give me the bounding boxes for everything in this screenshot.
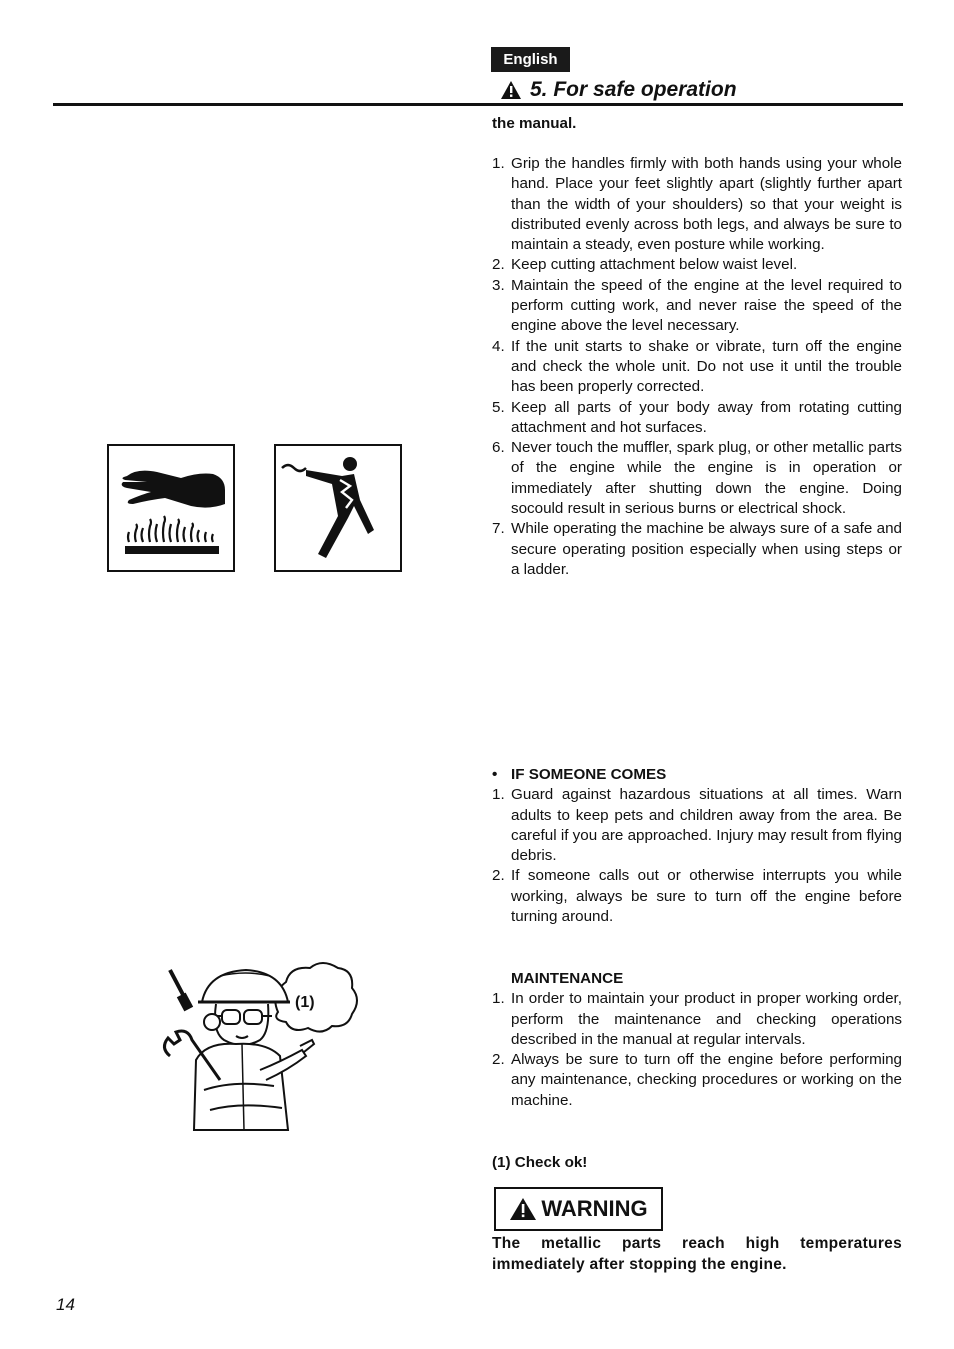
list-item [492,337,902,398]
list-item-number: 4. [492,337,505,355]
page-number: 14 [56,1295,75,1314]
list-item [492,255,902,275]
list-item [492,276,902,337]
hot-surface-pictogram [107,444,235,572]
bubble-label: (1) [295,994,315,1011]
list-item [492,866,902,927]
list-item [492,438,902,519]
list-item-number: 5. [492,398,505,416]
language-tab: English [491,47,570,72]
list-item-text: Grip the handles firmly with both hands using your whole hand. Place your feet slightly apart (slightly further apart than the width of your shoulders) so that your weight is distributed evenly across both legs, and always be sure to maintain a steady, even posture while working. [511,155,902,254]
list-item-number: 2. [492,1051,505,1069]
operation-rules [492,154,902,580]
list-item [492,1050,902,1111]
list-item-text: Guard against hazardous situations at all times. Warn adults to keep pets and children away from the area. Be careful if you are approached. Injury may result from flying debris. [511,786,902,865]
illustration-caption: (1) Check ok! [492,1154,588,1171]
maintenance-heading: MAINTENANCE [511,970,624,987]
warning-triangle-icon [500,80,522,100]
list-item [492,398,902,439]
list-item-text: Maintain the speed of the engine at the level required to perform cutting work, and never raise the speed of the engine above the level necessary. [511,276,902,335]
list-item-text: While operating the machine be always sure of a safe and secure operating position especially when using steps or a ladder. [511,520,902,578]
warning-box [494,1187,663,1231]
list-item-text: In order to maintain your product in proper working order, perform the maintenance and checking operations described in the manual at regular intervals. [511,990,902,1048]
list-item-number: 3. [492,276,505,294]
technician-illustration [150,960,360,1135]
list-item [492,154,902,255]
list-item-number: 1. [492,155,505,172]
list-item-text: Never touch the muffler, spark plug, or other metallic parts of the engine while the engine is in operation or immediately after shutting down the engine. Doing socould result in serious burns or electrical shock. [511,439,902,518]
someone-comes-heading: IF SOMEONE COMES [511,766,667,783]
bullet-marker: • [492,766,498,783]
list-item-number: 1. [492,990,505,1008]
list-item [492,785,902,866]
header-rule [53,103,903,106]
list-item-number: 6. [492,439,505,457]
electric-shock-pictogram [274,444,402,572]
section-title [500,76,737,104]
list-item-number: 2. [492,256,505,274]
list-item-text: Keep all parts of your body away from rotating cutting attachment and hot surfaces. [511,398,902,436]
list-item-number: 2. [492,867,505,885]
check-ok-illustration [150,960,360,1135]
intro-continuation: the manual. [492,115,577,132]
list-item-text: Always be sure to turn off the engine before performing any maintenance, checking procedures or working on the machine. [511,1051,902,1109]
list-item-number: 7. [492,520,505,538]
section-title-text: 5. For safe operation [530,78,737,101]
maintenance-section [492,969,902,1111]
list-item-text: Keep cutting attachment below waist level. [511,256,798,274]
list-item [492,519,902,580]
list-item-text: If the unit starts to shake or vibrate, turn off the engine and check the whole unit. Do not use it until the trouble has been properly corrected. [511,337,902,396]
electric-shock-icon [276,446,400,570]
list-item-number: 1. [492,786,505,804]
list-item-text: If someone calls out or otherwise interrupts you while working, always be sure to turn off the engine before turning around. [511,867,902,926]
warning-text: The metallic parts reach high temperatures immediately after stopping the engine. [492,1235,902,1273]
list-item [492,989,902,1050]
warning-label: WARNING [541,1196,648,1221]
warning-triangle-icon [509,1197,537,1221]
hot-surface-hand-icon [109,446,233,570]
someone-comes-section [492,765,902,927]
